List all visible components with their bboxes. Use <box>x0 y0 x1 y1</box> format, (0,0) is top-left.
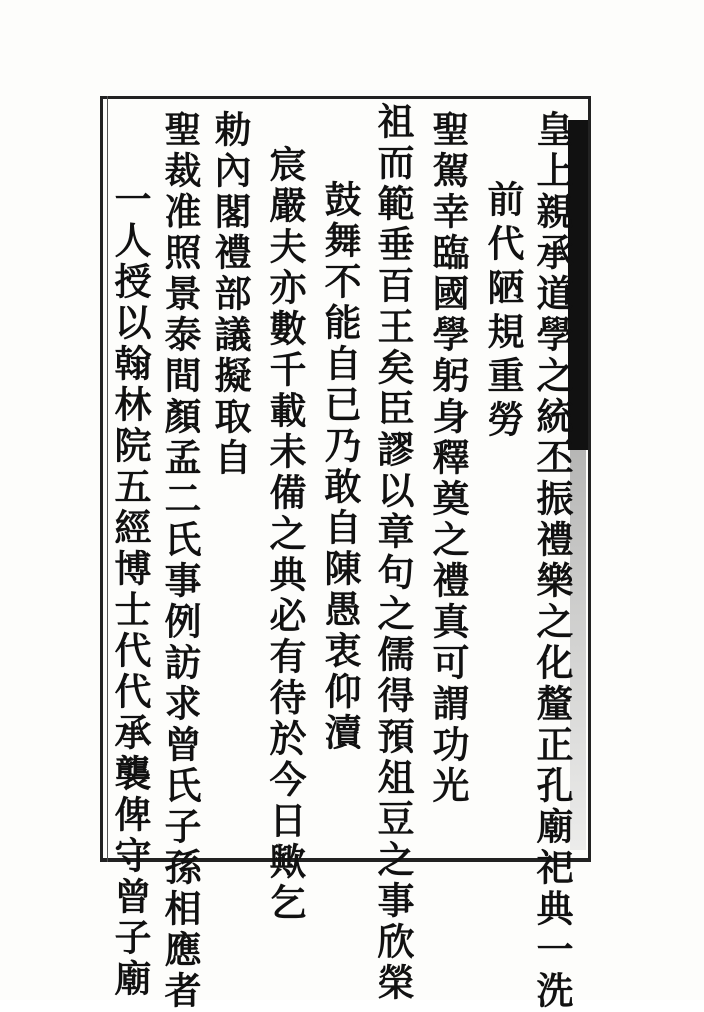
text-column-2: 前代陋規重勞 <box>481 180 525 444</box>
text-column-1: 皇上親承道學之統丕振禮樂之化釐正孔廟祀典一洗 <box>530 110 574 1012</box>
text-column-6: 宸嚴夫亦數千載未備之典必有待於今日歟乞 <box>263 145 307 924</box>
text-column-8: 聖裁准照景泰間顏孟二氏事例訪求曾氏子孫相應者 <box>158 110 202 1012</box>
text-column-5: 鼓舞不能自已乃敢自陳愚衷仰瀆 <box>318 180 362 754</box>
text-column-7: 勅內閣禮部議擬取自 <box>208 110 252 479</box>
text-column-3: 聖駕幸臨國學躬身釋奠之禮真可謂功光 <box>426 110 470 807</box>
text-column-4: 祖而範垂百王矣臣謬以章句之儒得預俎豆之事欣榮 <box>371 102 415 1004</box>
page-border-top <box>100 96 590 99</box>
page-border-left <box>100 96 103 862</box>
text-column-9: 一人授以翰林院五經博士代代承襲俾守曾子廟 <box>108 180 152 1000</box>
page-border-right <box>588 96 591 862</box>
